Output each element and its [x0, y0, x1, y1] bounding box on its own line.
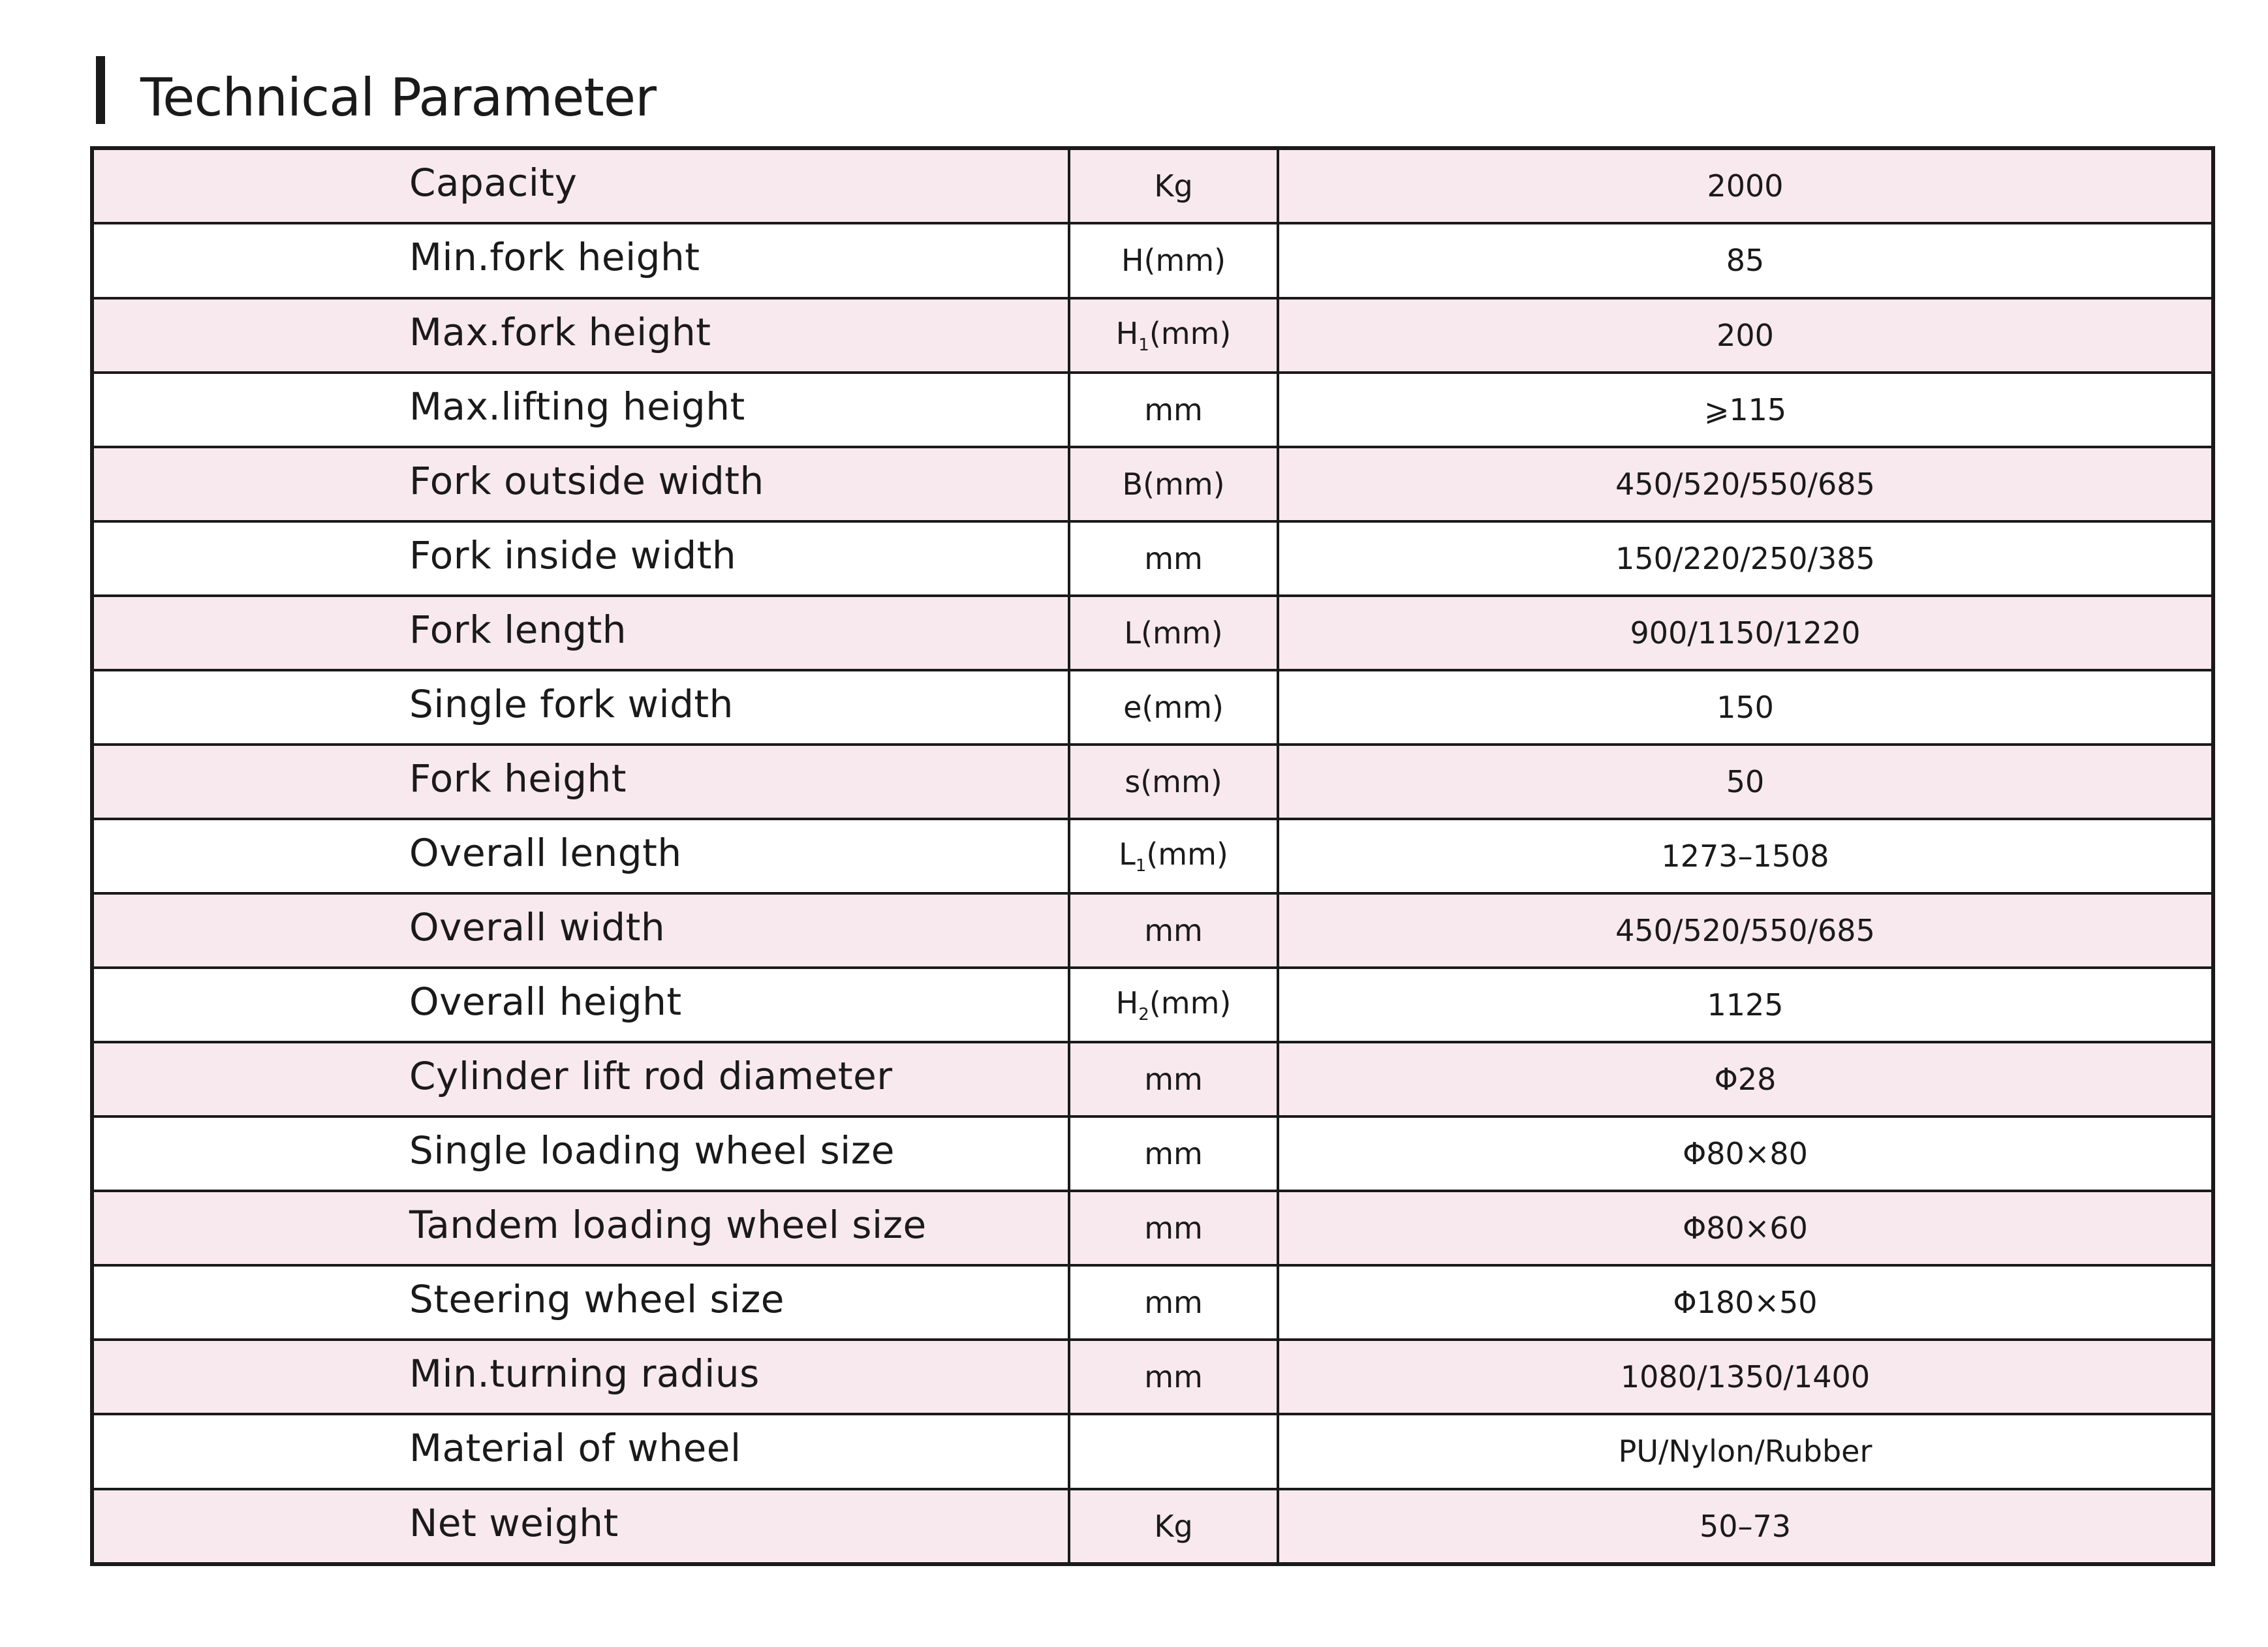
unit-symbol: mm — [1144, 1136, 1203, 1172]
unit-symbol: Kg — [1154, 1508, 1193, 1544]
parameter-value: 450/520/550/685 — [1278, 447, 2213, 521]
parameter-name: Min.fork height — [92, 223, 1069, 298]
parameter-unit — [1069, 1042, 1278, 1116]
parameter-value: 50 — [1278, 745, 2213, 819]
parameter-unit — [1069, 670, 1278, 745]
parameter-name: Fork height — [92, 745, 1069, 819]
table-row — [92, 819, 2213, 893]
parameter-name: Fork outside width — [92, 447, 1069, 521]
unit-symbol: mm — [1144, 913, 1203, 949]
unit-symbol: mm — [1144, 392, 1203, 427]
parameter-name: Cylinder lift rod diameter — [92, 1042, 1069, 1116]
parameter-name: Net weight — [92, 1489, 1069, 1564]
unit-symbol: H — [1115, 985, 1139, 1021]
parameter-value: ⩾115 — [1278, 373, 2213, 447]
parameter-name: Overall height — [92, 968, 1069, 1042]
unit-symbol: Kg — [1154, 168, 1193, 204]
unit-symbol: H — [1115, 315, 1139, 351]
unit-symbol: H(mm) — [1121, 243, 1226, 279]
unit-symbol: mm — [1144, 1359, 1203, 1395]
parameter-name: Min.turning radius — [92, 1340, 1069, 1414]
parameter-value: 1273–1508 — [1278, 819, 2213, 893]
unit-subscript: 1 — [1138, 335, 1149, 355]
parameter-value: Φ180×50 — [1278, 1265, 2213, 1340]
unit-symbol: s(mm) — [1125, 763, 1222, 799]
parameter-name: Capacity — [92, 148, 1069, 223]
unit-symbol: mm — [1144, 1210, 1203, 1246]
table-row — [92, 373, 2213, 447]
parameter-unit — [1069, 298, 1278, 373]
unit-suffix: (mm) — [1149, 985, 1232, 1021]
table-row — [92, 745, 2213, 819]
parameter-value: Φ80×80 — [1278, 1116, 2213, 1191]
parameter-unit — [1069, 596, 1278, 670]
parameter-name: Single loading wheel size — [92, 1116, 1069, 1191]
unit-symbol: L — [1119, 836, 1136, 872]
parameter-name: Fork length — [92, 596, 1069, 670]
unit-subscript: 2 — [1138, 1005, 1149, 1025]
unit-suffix: (mm) — [1146, 836, 1228, 872]
parameter-value: 150 — [1278, 670, 2213, 745]
table-row — [92, 670, 2213, 745]
unit-suffix: (mm) — [1149, 315, 1232, 351]
parameter-value: 200 — [1278, 298, 2213, 373]
parameter-unit — [1069, 521, 1278, 596]
parameter-name: Max.lifting height — [92, 373, 1069, 447]
table-row — [92, 1414, 2213, 1488]
table-row — [92, 223, 2213, 298]
unit-symbol: mm — [1144, 540, 1203, 576]
table-row — [92, 1265, 2213, 1340]
parameter-value: Φ80×60 — [1278, 1191, 2213, 1265]
parameter-name: Tandem loading wheel size — [92, 1191, 1069, 1265]
table-row — [92, 447, 2213, 521]
table-row — [92, 148, 2213, 223]
parameter-unit — [1069, 893, 1278, 968]
table-row — [92, 521, 2213, 596]
unit-symbol: L(mm) — [1124, 615, 1223, 651]
parameter-value: PU/Nylon/Rubber — [1278, 1414, 2213, 1488]
parameter-name: Overall width — [92, 893, 1069, 968]
parameter-unit — [1069, 373, 1278, 447]
table-row — [92, 1489, 2213, 1564]
unit-subscript: 1 — [1135, 855, 1147, 876]
parameter-unit — [1069, 819, 1278, 893]
parameter-unit — [1069, 1191, 1278, 1265]
parameter-name: Fork inside width — [92, 521, 1069, 596]
parameter-unit — [1069, 447, 1278, 521]
page-title: Technical Parameter — [140, 67, 656, 128]
parameter-name: Single fork width — [92, 670, 1069, 745]
table-row — [92, 1042, 2213, 1116]
technical-parameter-table — [90, 146, 2215, 1566]
title-accent-bar — [96, 56, 105, 124]
unit-symbol: mm — [1144, 1285, 1203, 1321]
parameter-name: Material of wheel — [92, 1414, 1069, 1488]
parameter-value: 150/220/250/385 — [1278, 521, 2213, 596]
table-row — [92, 298, 2213, 373]
parameter-unit — [1069, 1414, 1278, 1488]
parameter-unit — [1069, 1116, 1278, 1191]
table-body — [92, 148, 2213, 1564]
unit-symbol: mm — [1144, 1062, 1203, 1098]
unit-symbol: e(mm) — [1123, 689, 1224, 725]
table-row — [92, 1340, 2213, 1414]
table-row — [92, 968, 2213, 1042]
parameter-unit — [1069, 1340, 1278, 1414]
parameter-name: Steering wheel size — [92, 1265, 1069, 1340]
parameter-value: 1080/1350/1400 — [1278, 1340, 2213, 1414]
parameter-name: Max.fork height — [92, 298, 1069, 373]
parameter-unit — [1069, 1489, 1278, 1564]
parameter-value: 450/520/550/685 — [1278, 893, 2213, 968]
parameter-unit — [1069, 968, 1278, 1042]
table-row — [92, 1191, 2213, 1265]
unit-symbol: B(mm) — [1122, 466, 1225, 502]
parameter-unit — [1069, 745, 1278, 819]
parameter-value: 85 — [1278, 223, 2213, 298]
parameter-value: 900/1150/1220 — [1278, 596, 2213, 670]
table-row — [92, 596, 2213, 670]
parameter-name: Overall length — [92, 819, 1069, 893]
parameter-unit — [1069, 1265, 1278, 1340]
parameter-value: 2000 — [1278, 148, 2213, 223]
parameter-value: 50–73 — [1278, 1489, 2213, 1564]
parameter-unit — [1069, 148, 1278, 223]
parameter-value: Φ28 — [1278, 1042, 2213, 1116]
parameter-value: 1125 — [1278, 968, 2213, 1042]
table-row — [92, 893, 2213, 968]
parameter-unit — [1069, 223, 1278, 298]
table-row — [92, 1116, 2213, 1191]
